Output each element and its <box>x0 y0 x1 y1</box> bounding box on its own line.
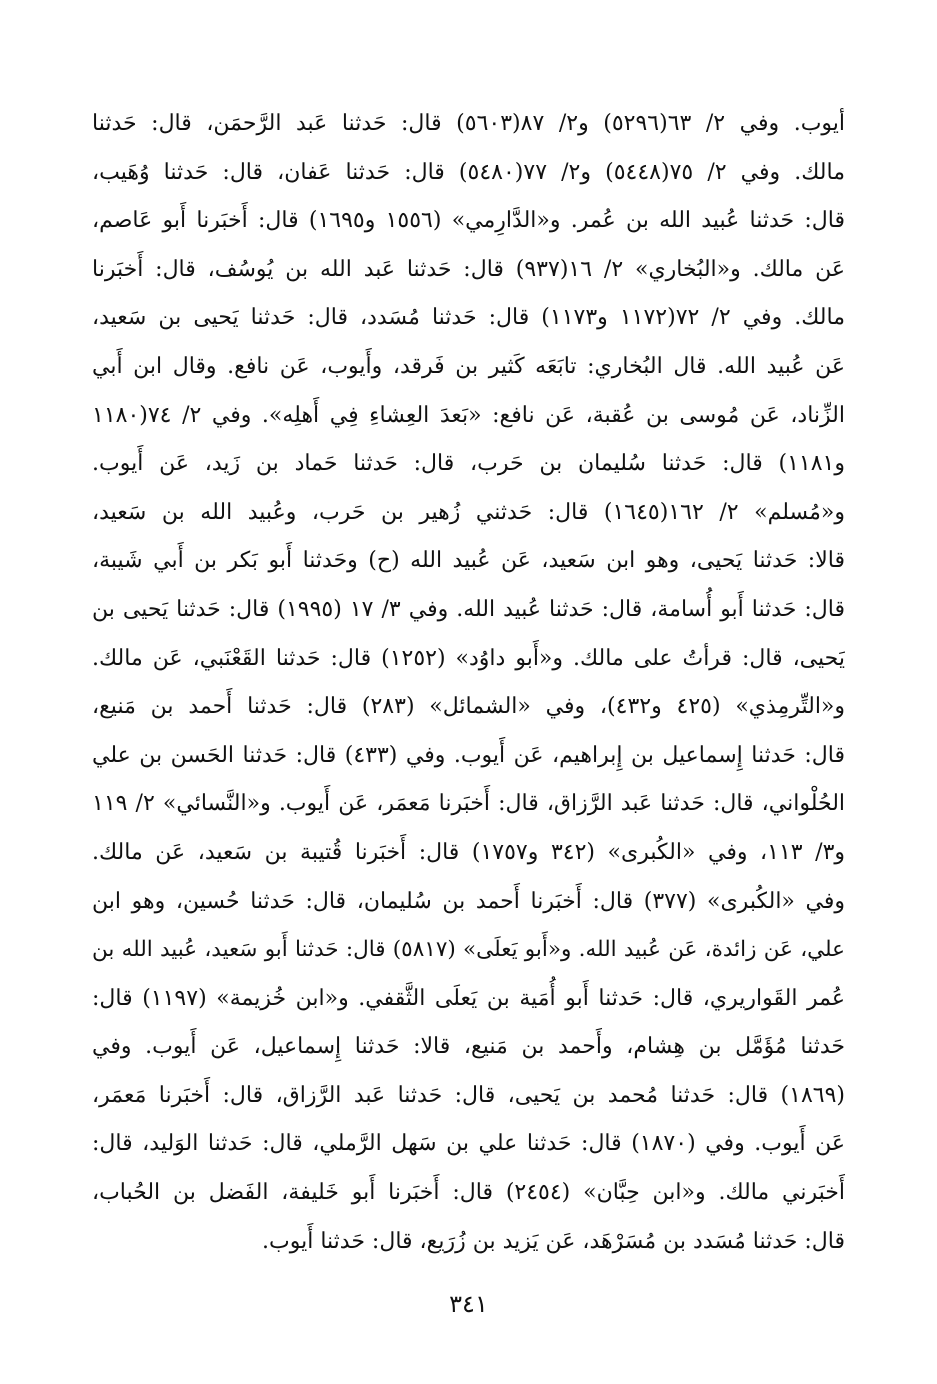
text-line: قال: حَدثنا مُسَدد بن مُسَرْهَد، عَن يَزيد بن زُرَيع، قال: حَدثنا أَيوب. <box>262 1228 845 1254</box>
text-line: قال: حَدثنا عُبيد الله بن عُمر. و«الدَّارِمي» (١٥٥٦ و١٦٩٥) قال: أَخبَرنا أَبو عَاصم، <box>92 208 845 234</box>
text-line: (١٨٦٩) قال: حَدثنا مُحمد بن يَحيى، قال: حَدثنا عَبد الرَّزاق، قال: أَخبَرنا مَعمَر، <box>92 1082 845 1108</box>
text-line: يَحيى، قال: قرأتُ على مالك. و«أَبو داوُد» (١٢٥٢) قال: حَدثنا القَعْنَبي، عَن مالك. <box>92 645 845 671</box>
text-line: علي، عَن زائدة، عَن عُبيد الله. و«أَبو يَعلَى» (٥٨١٧) قال: حَدثنا أَبو سَعيد، عُبيد الله بن <box>92 937 845 963</box>
text-line: أَخبَرني مالك. و«ابن حِبَّان» (٢٤٥٤) قال: أَخبَرنا أَبو خَليفة، الفَضل بن الحُباب، <box>92 1180 845 1206</box>
text-line: و«التِّرمِذي» (٤٢٥ و٤٣٢)، وفي «الشمائل» (٢٨٣) قال: حَدثنا أَحمد بن مَنيع، <box>92 694 845 720</box>
text-line: الحُلْواني، قال: حَدثنا عَبد الرَّزاق، قال: أَخبَرنا مَعمَر، عَن أَيوب. و«النَّسائي» ٢/ ١١٩ <box>92 791 845 817</box>
page-number: ٣٤١ <box>449 1290 488 1318</box>
text-line: و١١٨١) قال: حَدثنا سُليمان بن حَرب، قال: حَدثنا حَماد بن زَيد، عَن أَيوب. <box>92 451 845 477</box>
text-line: عُمر القَواريري، قال: حَدثنا أَبو أُمَية بن يَعلَى الثَّقفي. و«ابن خُزيمة» (١١٩٧) قال: <box>92 985 845 1011</box>
text-line: مالك. وفي ٢/ ٧٥(٥٤٤٨) و٢/ ٧٧(٥٤٨٠) قال: حَدثنا عَفان، قال: حَدثنا وُهَيب، <box>92 159 845 185</box>
text-line: وفي «الكُبرى» (٣٧٧) قال: أَخبَرنا أَحمد بن سُليمان، قال: حَدثنا حُسين، وهو ابن <box>92 888 845 914</box>
text-line: قال: حَدثنا أَبو أُسامة، قال: حَدثنا عُبيد الله. وفي ٣/ ١٧ (١٩٩٥) قال: حَدثنا يَحيى بن <box>92 596 845 622</box>
text-line: أيوب. وفي ٢/ ٦٣(٥٢٩٦) و٢/ ٨٧(٥٦٠٣) قال: حَدثنا عَبد الرَّحمَن، قال: حَدثنا <box>92 111 845 136</box>
text-line: مالك. وفي ٢/ ٧٢(١١٧٢ و١١٧٣) قال: حَدثنا مُسَدد، قال: حَدثنا يَحيى بن سَعيد، <box>92 305 845 331</box>
text-line: عَن عُبيد الله. قال البُخاري: تابَعَه كَثير بن فَرقد، وأَيوب، عَن نافع. وقال ابن أَبي <box>92 353 845 379</box>
text-line: الزِّناد، عَن مُوسى بن عُقبة، عَن نافع: «بَعدَ العِشاءِ فِي أَهلِه». وفي ٢/ ٧٤(١١٨٠ <box>92 402 845 428</box>
text-line: و«مُسلم» ٢/ ١٦٢(١٦٤٥) قال: حَدثني زُهير بن حَرب، وعُبيد الله بن سَعيد، <box>92 499 845 525</box>
text-line: عَن مالك. و«البُخاري» ٢/ ١٦(٩٣٧) قال: حَدثنا عَبد الله بن يُوسُف، قال: أَخبَرنا <box>92 256 845 282</box>
body-text <box>92 100 845 1266</box>
text-line: قال: حَدثنا إِسماعيل بن إِبراهيم، عَن أَيوب. وفي (٤٣٣) قال: حَدثنا الحَسن بن علي <box>92 742 845 768</box>
text-line: عَن أَيوب. وفي (١٨٧٠) قال: حَدثنا علي بن سَهل الرَّملي، قال: حَدثنا الوَليد، قال: <box>92 1131 845 1157</box>
text-line: و٣/ ١١٣، وفي «الكُبرى» (٣٤٢ و١٧٥٧) قال: أَخبَرنا قُتيبة بن سَعيد، عَن مالك. <box>92 839 845 865</box>
text-line: قالا: حَدثنا يَحيى، وهو ابن سَعيد، عَن عُبيد الله (ح) وحَدثنا أَبو بَكر بن أَبي شَيبة، <box>92 548 845 574</box>
text-line: حَدثنا مُؤَمَّل بن هِشام، وأَحمد بن مَنيع، قالا: حَدثنا إِسماعيل، عَن أَيوب. وفي <box>92 1034 845 1060</box>
